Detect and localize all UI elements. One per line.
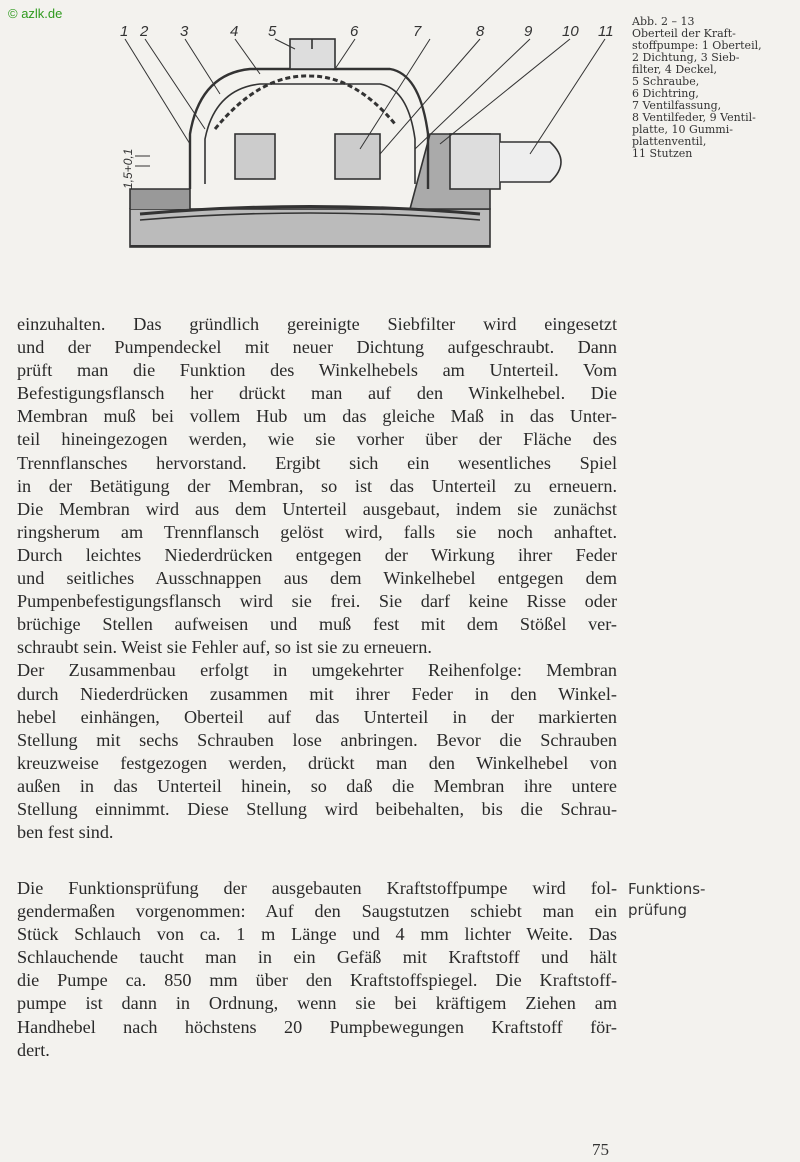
caption-line: Abb. 2 – 13 — [632, 15, 695, 28]
page-number: 75 — [592, 1140, 609, 1159]
text-line: ringsherum am Trennflansch gelöst wird, falls sie noch anhaftet. — [17, 521, 617, 542]
text-line: Pumpenbefestigungsflansch wird sie frei. Sie darf keine Risse oder — [17, 591, 617, 612]
caption-line: Oberteil der Kraft- — [632, 27, 736, 40]
part-label-9: 9 — [524, 23, 533, 40]
text-line: brüchige Stellen aufweisen und muß fest mit dem Stößel ver- — [17, 614, 617, 635]
caption-line: 7 Ventilfassung, — [632, 99, 722, 112]
caption-line: 11 Stutzen — [632, 147, 693, 160]
text-line: ben fest sind. — [17, 822, 114, 843]
text-line: Die Membran wird aus dem Unterteil ausgebaut, indem sie zunächst — [17, 498, 617, 519]
part-label-4: 4 — [230, 23, 239, 40]
text-line: Befestigungsflansch her drückt man auf den Winkelhebel. Die — [17, 383, 617, 404]
part-label-1: 1 — [120, 23, 129, 40]
text-line: Stellung einnimmt. Diese Stellung wird beibehalten, bis die Schrau- — [17, 798, 617, 819]
text-line: Trennflansches hervorstand. Ergibt sich ein wesentliches Spiel — [17, 452, 617, 473]
text-line: und seitliches Ausschnappen aus dem Winkelhebel entgegen dem — [17, 568, 617, 589]
fuel-pump-diagram — [110, 14, 614, 259]
text-line: hebel einhängen, Oberteil auf das Unterteil in der markierten — [17, 706, 617, 727]
caption-line: 8 Ventilfeder, 9 Ventil- — [632, 111, 756, 124]
paragraph-function-test — [17, 877, 617, 1062]
figure-caption — [632, 16, 797, 160]
part-label-7: 7 — [413, 23, 422, 40]
caption-line: filter, 4 Deckel, — [632, 63, 718, 76]
margin-heading — [628, 879, 705, 921]
text-line: Stück Schlauch von ca. 1 m Länge und 4 mm lichter Weite. Das — [17, 924, 617, 945]
margin-heading-line: Funktions- — [628, 880, 706, 898]
text-line: in der Betätigung der Membran, so ist das Unterteil zu erneuern. — [17, 475, 617, 496]
text-line: prüft man die Funktion des Winkelhebels am Unterteil. Vom — [17, 360, 617, 381]
part-label-11: 11 — [598, 23, 614, 40]
text-line: kreuzweise festgezogen werden, drückt man den Winkelhebel von — [17, 752, 617, 773]
text-line: Stellung mit sechs Schrauben lose anbringen. Bevor die Schrauben — [17, 729, 617, 750]
part-label-6: 6 — [350, 23, 359, 40]
caption-line: 6 Dichtring, — [632, 87, 699, 100]
text-line: Handhebel nach höchstens 20 Pumpbewegungen Kraftstoff för- — [17, 1016, 617, 1037]
part-label-5: 5 — [268, 23, 277, 40]
part-label-8: 8 — [476, 23, 485, 40]
caption-line: platte, 10 Gummi- — [632, 123, 733, 136]
caption-line: 5 Schraube, — [632, 75, 700, 88]
text-line: dert. — [17, 1039, 50, 1060]
text-line: Schlauchende taucht man in ein Gefäß mit Kraftstoff und hält — [17, 947, 617, 968]
text-line: durch Niederdrücken zusammen mit ihrer Feder in den Winkel- — [17, 683, 617, 704]
text-line: und der Pumpendeckel mit neuer Dichtung aufgeschraubt. Dann — [17, 337, 617, 358]
watermark: © azlk.de — [8, 6, 63, 21]
text-line: die Pumpe ca. 850 mm über den Kraftstoffspiegel. Die Kraftstoff- — [17, 970, 617, 991]
caption-line: plattenventil, — [632, 135, 707, 148]
caption-line: 2 Dichtung, 3 Sieb- — [632, 51, 740, 64]
text-line: Durch leichtes Niederdrücken entgegen der Wirkung ihrer Feder — [17, 544, 617, 565]
text-line: schraubt sein. Weist sie Fehler auf, so ist sie zu erneuern. — [17, 637, 432, 658]
part-label-2: 2 — [140, 23, 149, 40]
part-label-10: 10 — [562, 23, 579, 40]
margin-heading-line: prüfung — [628, 901, 688, 919]
text-line: Membran muß bei vollem Hub um das gleiche Maß in das Unter- — [17, 406, 617, 427]
text-line: Die Funktionsprüfung der ausgebauten Kraftstoffpumpe wird fol- — [17, 878, 617, 898]
dimension-label: 1,5+0,1 — [121, 148, 135, 189]
caption-line: stoffpumpe: 1 Oberteil, — [632, 39, 762, 52]
text-line: gendermaßen vorgenommen: Auf den Saugstutzen schiebt man ein — [17, 901, 617, 922]
text-line: außen in das Unterteil hinein, so daß die Membran ihre untere — [17, 775, 617, 796]
paragraph-disassembly — [17, 313, 617, 844]
text-line: Der Zusammenbau erfolgt in umgekehrter Reihenfolge: Membran — [17, 660, 617, 681]
part-label-3: 3 — [180, 23, 189, 40]
text-line: einzuhalten. Das gründlich gereinigte Siebfilter wird eingesetzt — [17, 314, 617, 334]
text-line: pumpe ist dann in Ordnung, wenn sie bei kräftigem Ziehen am — [17, 993, 617, 1014]
text-line: teil hineingezogen werden, wie sie vorher über der Fläche des — [17, 429, 617, 450]
